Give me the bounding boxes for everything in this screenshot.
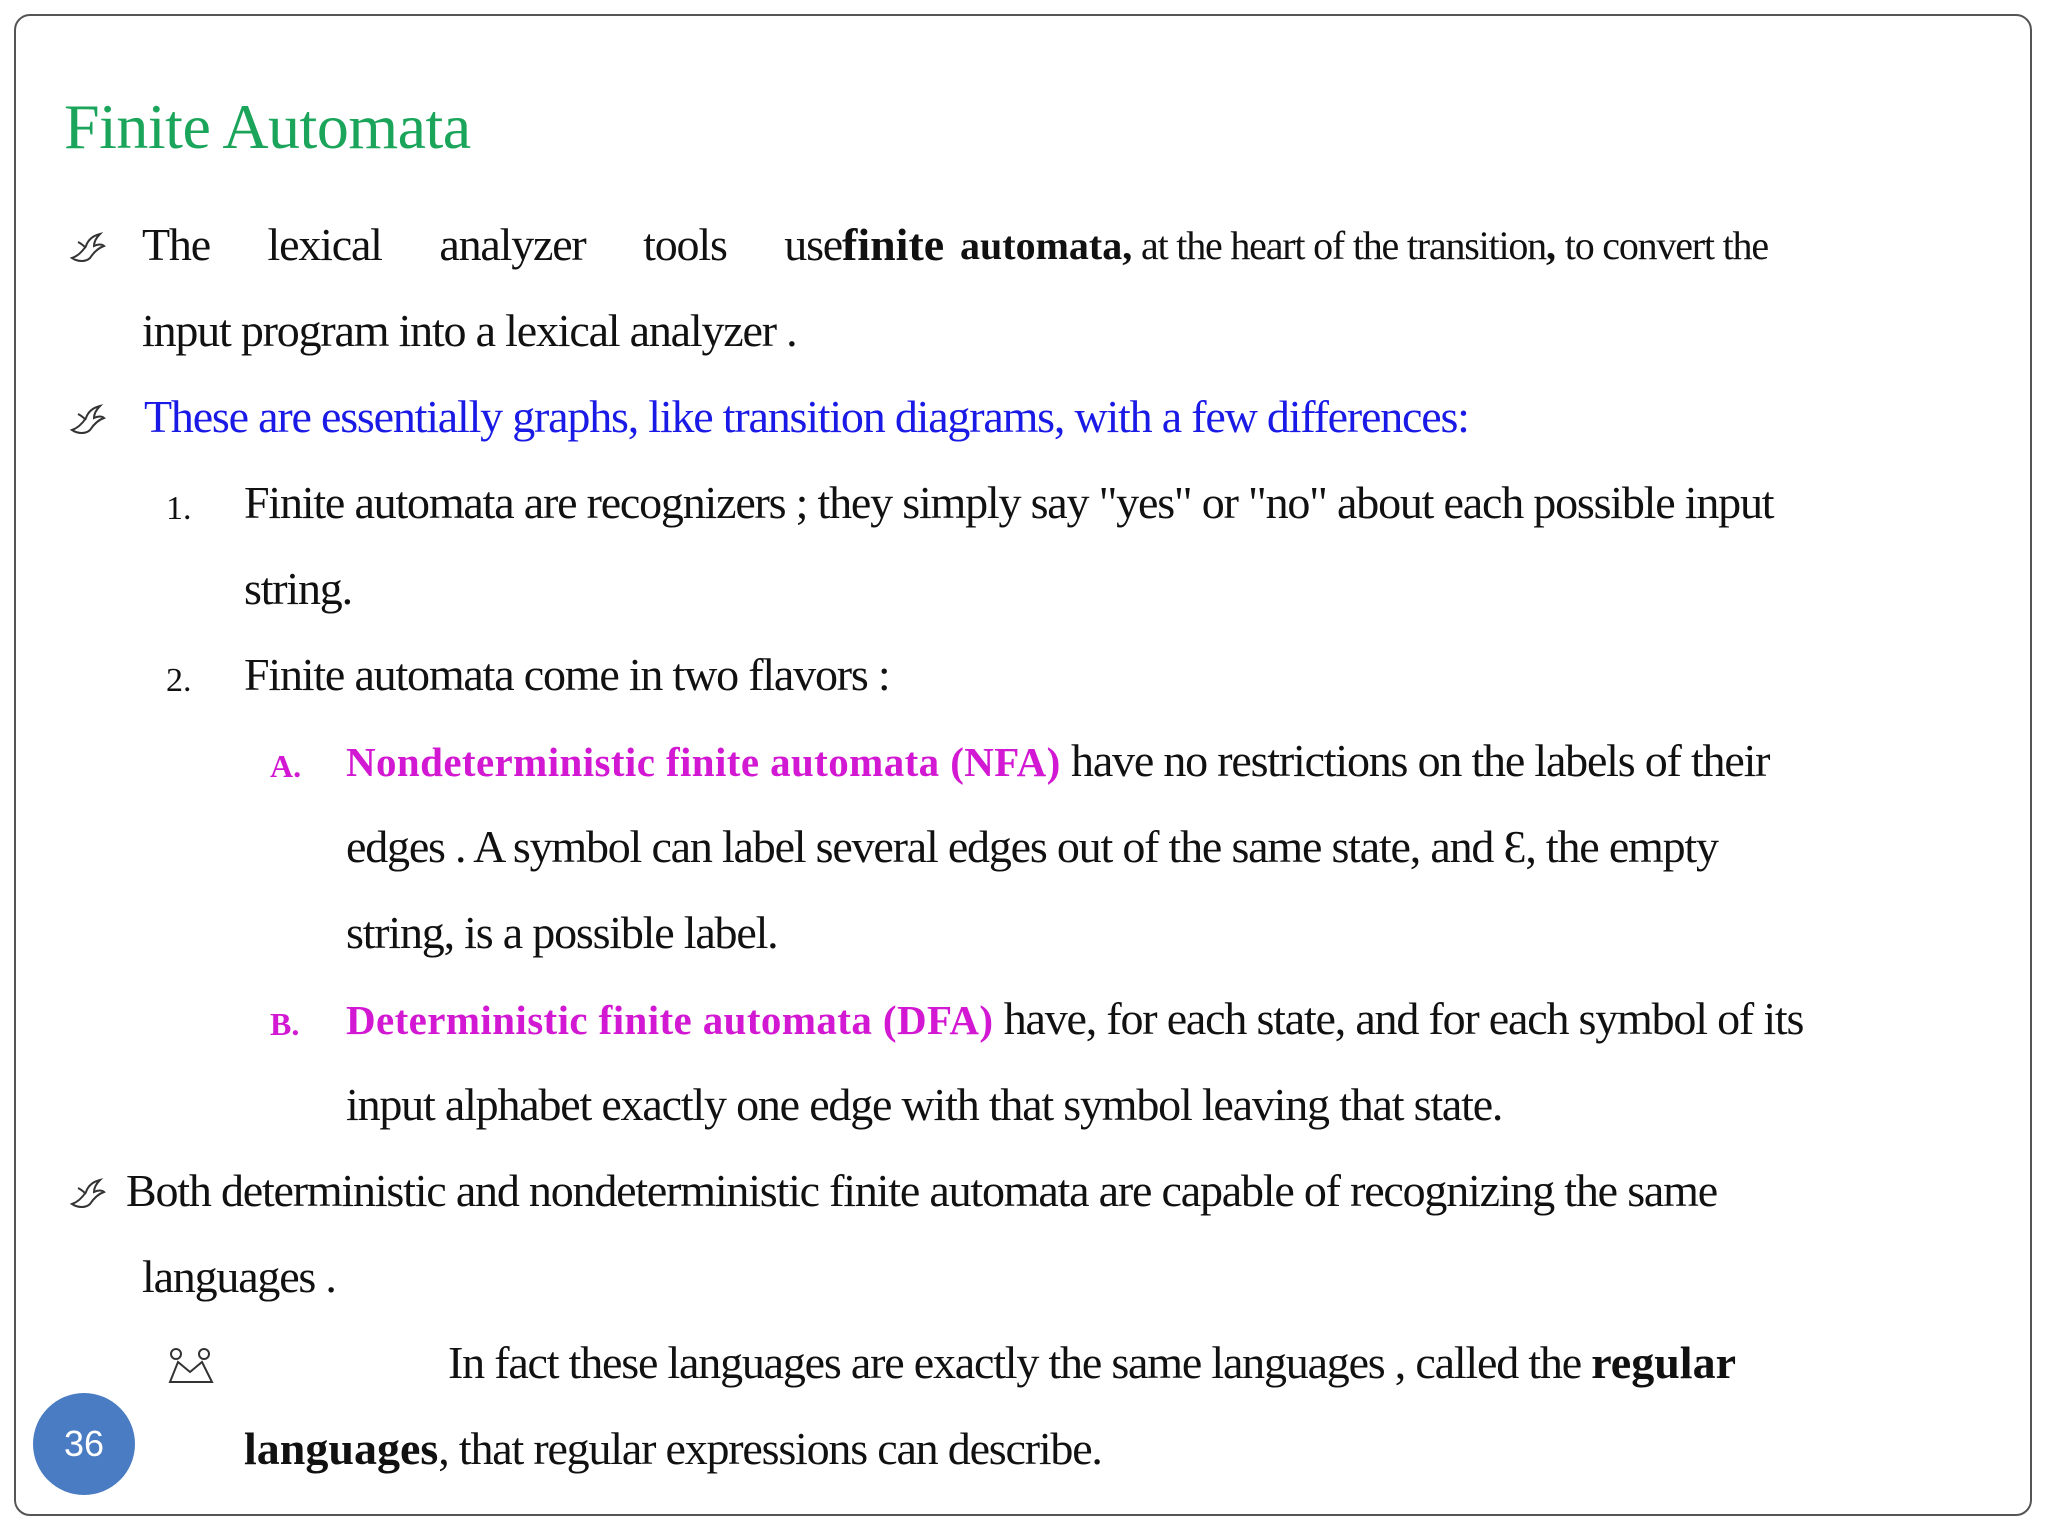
- slide-title: Finite Automata: [64, 91, 471, 162]
- bullet-1-comma: ,: [1545, 223, 1556, 268]
- bird-bullet-icon: [68, 400, 108, 440]
- item-a-line-3: string, is a possible label.: [346, 907, 778, 958]
- item-b-line-2: input alphabet exactly one edge with that symbol leaving that state.: [346, 1079, 1503, 1130]
- sub-text-2: , that regular expressions can describe.: [438, 1423, 1102, 1474]
- sub-text-1: In fact these languages are exactly the same languages , called the: [448, 1337, 1592, 1388]
- bird-bullet-icon: [68, 228, 108, 268]
- page-number-badge: 36: [33, 1393, 135, 1495]
- sub-regular: regular: [1591, 1337, 1737, 1388]
- item-1-number: 1.: [166, 490, 192, 527]
- bullet-1-line-1b: [960, 223, 1768, 268]
- people-bullet-icon: [166, 1346, 216, 1386]
- bullet-1-line-2: input program into a lexical analyzer .: [142, 305, 797, 356]
- dfa-term: Deterministic finite automata (DFA): [346, 997, 994, 1043]
- bullet-3-line-1: Both deterministic and nondeterministic finite automata are capable of recognizing the same: [126, 1165, 1717, 1216]
- item-1-line-2: string.: [244, 563, 352, 614]
- item-a-line-2: edges . A symbol can label several edges out of the same state, and Ɛ, the empty: [346, 821, 1718, 872]
- bullet-1-heart: at the heart of the transition: [1132, 223, 1546, 268]
- item-b-rest: have, for each state, and for each symbol of its: [993, 993, 1804, 1044]
- sub-languages: languages: [244, 1423, 439, 1474]
- bird-bullet-icon: [68, 1174, 108, 1214]
- nfa-term: Nondeterministic finite automata (NFA): [346, 739, 1061, 785]
- bullet-3-line-2: languages .: [142, 1251, 336, 1302]
- sub-line-2: [244, 1423, 1102, 1474]
- item-1-line-1: Finite automata are recognizers ; they simply say "yes" or "no" about each possible input: [244, 477, 1774, 528]
- item-a-rest: have no restrictions on the labels of their: [1060, 735, 1770, 786]
- bullet-1-automata: automata,: [960, 223, 1133, 268]
- item-a-line-1: [346, 735, 1770, 786]
- item-b-line-1: [346, 993, 1804, 1044]
- bullet-1-line-1: [142, 219, 945, 270]
- bullet-1-lead: The lexical analyzer tools use: [142, 219, 842, 270]
- sub-line-1: [448, 1337, 1737, 1388]
- bullet-1-finite: finite: [842, 219, 945, 270]
- item-a-letter: A.: [270, 748, 302, 784]
- item-2-number: 2.: [166, 662, 192, 699]
- item-b-letter: B.: [270, 1006, 300, 1042]
- bullet-2-text: These are essentially graphs, like transition diagrams, with a few differences:: [144, 391, 1469, 442]
- bullet-1-convert: to convert the: [1555, 223, 1768, 268]
- item-2-line-1: Finite automata come in two flavors :: [244, 649, 890, 700]
